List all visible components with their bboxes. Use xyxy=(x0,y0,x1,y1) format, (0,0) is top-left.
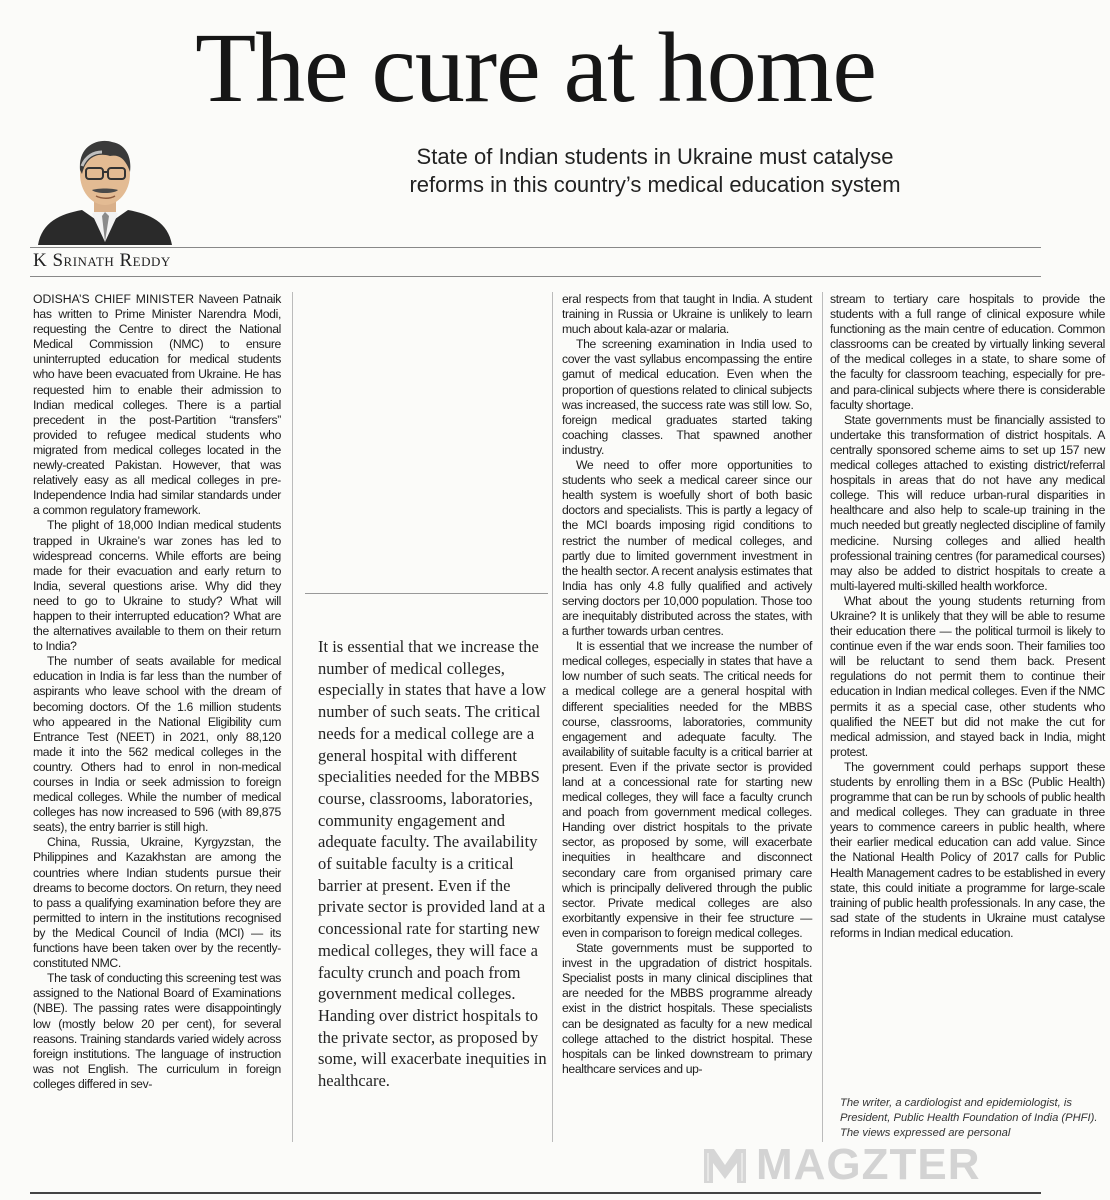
strapline-line-1: State of Indian students in Ukraine must catalyse xyxy=(416,144,894,169)
author-portrait-illustration xyxy=(30,130,180,245)
paragraph: The plight of 18,000 Indian medical students trapped in Ukraine’s war zones has led to widespread concerns. While efforts are being made for their evacuation and early return to India, several questions arise. Why did they need to go to Ukraine to study? What will happen to their interrupted education? What are the alternatives available to them on their return to India? xyxy=(33,518,281,654)
column-divider xyxy=(292,292,293,1142)
strapline xyxy=(250,143,1060,199)
paragraph: State governments must be supported to invest in the upgradation of district hospitals. Specialist posts in many clinical disciplines that are needed for the MBBS programme already exist in the district hospitals. These specialists can be designated as faculty for a new medical college attached to the district hospital. These hospitals can be linked downstream to primary healthcare services and up- xyxy=(562,941,812,1076)
watermark xyxy=(702,1140,981,1190)
author-note-text: The writer, a cardiologist and epidemiologist, is President, Public Health Foundation of India (PHFI). The views expressed are personal xyxy=(840,1097,1098,1139)
author-byline: K Srinath Reddy xyxy=(33,250,171,271)
pull-quote-text: It is essential that we increase the number of medical colleges, especially in states that have a low number of such seats. The critical needs for a medical college are a general hospital with different specialities needed for the MBBS course, classrooms, laboratories, community engagement and adequate faculty. The availability of suitable faculty is a critical barrier at present. Even if the private sector is provided land at a concessional rate for starting new medical colleges, they will face a faculty crunch and poach from government medical colleges. Handing over district hospitals to the private sector, as proposed by some, will exacerbate inequities in healthcare. xyxy=(318,637,547,1091)
byline-top-rule xyxy=(30,247,1041,248)
author-portrait xyxy=(30,130,180,245)
paragraph: State governments must be financially assisted to undertake this transformation of district hospitals. A centrally sponsored scheme aims to set up 157 new medical colleges attached to existing district/referral hospitals in areas that do not have any medical college. This will reduce urban-rural disparities in healthcare and also help to scale-up training in the much needed but greatly neglected discipline of family medicine. Nursing colleges and allied health professional training centres (for paramedical courses) may also be added to district hospitals to create a multi-layered multi-skilled health workforce. xyxy=(830,412,1105,593)
article-column-3 xyxy=(562,292,812,1077)
paragraph: It is essential that we increase the number of medical colleges, especially in states that have a low number of such seats. The critical needs for a medical college are a general hospital with different specialities needed for the MBBS course, classrooms, laboratories, community engagement and adequate faculty. The availability of suitable faculty is a critical barrier at present. Even if the private sector is provided land at a concessional rate for starting new medical colleges, they will face a faculty crunch and poach from government medical colleges. Handing over district hospitals to the private sector, as proposed by some, will exacerbate inequities in healthcare and disconnect secondary care from organised primary care which is principally delivered through the public sector. Private medical colleges are also exorbitantly expensive in their fee structure — even in comparison to foreign medical colleges. xyxy=(562,639,812,940)
column-divider xyxy=(552,292,553,1142)
magzter-logo-icon xyxy=(702,1145,748,1185)
bottom-rule xyxy=(30,1192,1041,1194)
paragraph: The number of seats available for medical education in India is far less than the number of aspirants who leave school with the dream of becoming doctors. Of the 1.6 million students who appeared in the National Eligibility cum Entrance Test (NEET) in 2021, only 88,120 made it into the 562 medical colleges in the country. Others had to enrol in non-medical courses in India or seek admission to foreign medical colleges. While the number of medical colleges has now increased to 596 (with 89,875 seats), the entry barrier is still high. xyxy=(33,654,281,835)
paragraph: The government could perhaps support these students by enrolling them in a BSc (Public Health) programme that can be run by schools of public health and medical colleges. They can graduate in three years to commence careers in public health, where their earlier medical education can add value. Since the National Health Policy of 2017 calls for Public Health Management cadres to be established in every state, this could initiate a programme for large-scale training of public health professionals. In any case, the sad state of the students in Ukraine must catalyse reforms in Indian medical education. xyxy=(830,759,1105,940)
byline-bottom-rule xyxy=(30,276,1041,277)
article-column-4 xyxy=(830,292,1105,941)
pull-quote xyxy=(305,593,548,1092)
watermark-label: MAGZTER xyxy=(756,1140,981,1189)
paragraph: The screening examination in India used to cover the vast syllabus encompassing the entire gamut of medical education. Even when the proportion of questions related to clinical subjects was increased, the success rate was still low. So, foreign medical graduates started taking coaching classes. That spawned another industry. xyxy=(562,337,812,457)
paragraph: We need to offer more opportunities to students who seek a medical career since our health system is woefully short of both basic doctors and specialists. This is partly a legacy of the MCI boards imposing rigid conditions to restrict the number of medical colleges, and partly due to limited government investment in the health sector. A recent analysis estimates that India has only 4.8 fully qualified and actively serving doctors per 10,000 population. Those too are inequitably distributed across the states, with a further towards urban centres. xyxy=(562,458,812,639)
paragraph: The task of conducting this screening test was assigned to the National Board of Examinations (NBE). The passing rates were disappointingly low (mostly below 20 per cent), for several reasons. Training standards varied widely across foreign institutions. The language of instruction was not English. The curriculum in foreign colleges differed in sev- xyxy=(33,971,281,1091)
lead-in: ODISHA’S CHIEF MINISTER xyxy=(33,292,195,306)
paragraph-text: Naveen Patnaik has written to Prime Minister Narendra Modi, requesting the Centre to direct the National Medical Commission (NMC) to ensure uninterrupted education for medical students who have been evacuated from Ukraine. He has requested him to enable their admission to Indian medical colleges. There is a partial precedent in the post-Partition “transfers” provided to refugee medical students who migrated from medical colleges located in the newly-created Pakistan. However, that was relatively easy as all medical colleges in pre-Independence India had similar standards under a common regulatory framework. xyxy=(33,292,281,518)
article-column-1 xyxy=(33,292,281,1092)
paragraph: China, Russia, Ukraine, Kyrgyzstan, the Philippines and Kazakhstan are among the countries where Indian students pursue their dreams to become doctors. On return, they need to pass a qualifying examination before they are permitted to intern in the institutions recognised by the Medical Council of India (MCI) — its functions have been taken over by the recently-constituted NMC. xyxy=(33,835,281,971)
paragraph: eral respects from that taught in India. A student training in Russia or Ukraine is unlikely to learn much about kala-azar or malaria. xyxy=(562,292,812,337)
strapline-line-2: reforms in this country’s medical education system xyxy=(409,172,901,197)
paragraph: What about the young students returning from Ukraine? It is unlikely that they will be able to resume their education there — the political turmoil is likely to continue even if the war ends soon. Their families too will be reluctant to send them back. Present regulations do not permit them to continue their education in Indian medical colleges. Even if the NMC permits it as a special case, other students who qualified the NEET but did not make the cut for medical admission, and stayed back in India, might protest. xyxy=(830,593,1105,759)
paragraph xyxy=(33,292,281,518)
author-note xyxy=(840,1096,1098,1141)
paragraph: stream to tertiary care hospitals to provide the students with a full range of clinical exposure while functioning as the main centre of education. Common classrooms can be created by virtually linking several of the medical colleges in a state, to share some of the faculty for classroom teaching, especially for pre- and para-clinical subjects where there is considerable faculty shortage. xyxy=(830,292,1105,412)
column-divider xyxy=(822,292,823,1142)
headline: The cure at home xyxy=(195,12,876,123)
